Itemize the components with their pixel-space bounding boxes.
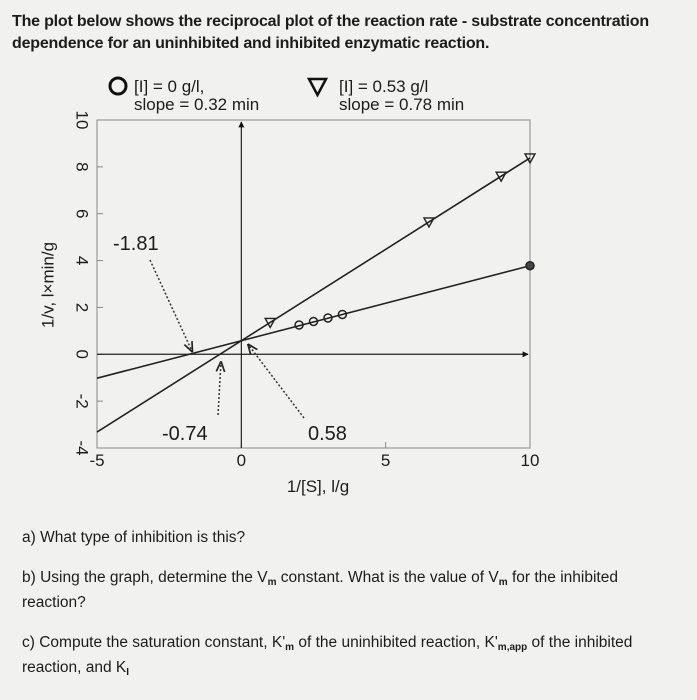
y-tick-label: 6 <box>72 208 92 219</box>
y-tick-label: 0 <box>72 349 92 360</box>
y-tick-label: 8 <box>72 162 92 172</box>
plot-frame <box>97 120 530 448</box>
x-tick-label: 0 <box>236 451 247 470</box>
question-a-text: a) What type of inhibition is this? <box>22 529 246 546</box>
annotation-x-intercept-uninhibited: -1.81 <box>113 233 159 255</box>
question-b-part-2: constant. What is the value of V <box>276 569 499 586</box>
question-b-subscript-1: m <box>267 577 277 588</box>
question-c <box>22 633 682 683</box>
question-c-subscript-1: m <box>285 642 295 653</box>
intro-line-1: The plot below shows the reciprocal plot of the reaction rate - substrate concentration <box>12 13 649 30</box>
question-b <box>22 568 682 613</box>
intro-line-2: dependence for an uninhibited and inhibited enzymatic reaction. <box>12 35 490 52</box>
y-tick-label: 10 <box>72 110 92 130</box>
callout-arrow-inhibited <box>218 362 221 415</box>
legend-label-inhibited: [I] = 0.53 g/l <box>339 77 429 96</box>
question-c-part-1: c) Compute the saturation constant, K' <box>22 634 286 651</box>
x-tick-label: 10 <box>520 451 540 470</box>
x-tick-label: -5 <box>89 451 105 470</box>
question-b-part-3: for the inhibited <box>507 569 618 586</box>
question-c-part-3: of the inhibited <box>527 634 633 651</box>
question-a <box>22 528 682 548</box>
y-axis-title: 1/v, l×min/g <box>38 241 58 329</box>
series-line-triangle <box>97 158 530 432</box>
legend-circle-marker <box>110 78 126 94</box>
circle-data-point <box>526 262 534 270</box>
x-tick-label: 5 <box>380 451 391 470</box>
series-line-circle <box>97 266 530 378</box>
callout-arrow-uninhibited <box>150 260 192 351</box>
callout-arrow-y-intercept <box>248 345 304 418</box>
question-b-line-2: reaction? <box>22 594 86 611</box>
question-c-part-2: of the uninhibited reaction, K' <box>294 634 498 651</box>
question-b-subscript-2: m <box>498 577 508 588</box>
question-c-subscript-2: m,app <box>497 642 528 653</box>
question-b-part-1: b) Using the graph, determine the V <box>22 569 268 586</box>
question-c-line-2: reaction, and K <box>22 659 127 676</box>
x-axis-title: 1/[S], l/g <box>286 477 350 496</box>
legend-slope-uninhibited: slope = 0.32 min <box>134 95 260 114</box>
y-tick-label: 2 <box>72 302 92 313</box>
legend-label-uninhibited: [I] = 0 g/l, <box>134 77 205 96</box>
question-c-subscript-3: I <box>126 667 130 678</box>
annotation-y-intercept: 0.58 <box>308 423 347 445</box>
annotation-x-intercept-inhibited: -0.74 <box>162 423 208 445</box>
legend-slope-inhibited: slope = 0.78 min <box>339 95 465 114</box>
legend-triangle-marker <box>309 79 326 95</box>
y-tick-label: 4 <box>72 255 92 266</box>
y-tick-label: -4 <box>72 440 92 456</box>
y-tick-label: -2 <box>72 393 92 409</box>
